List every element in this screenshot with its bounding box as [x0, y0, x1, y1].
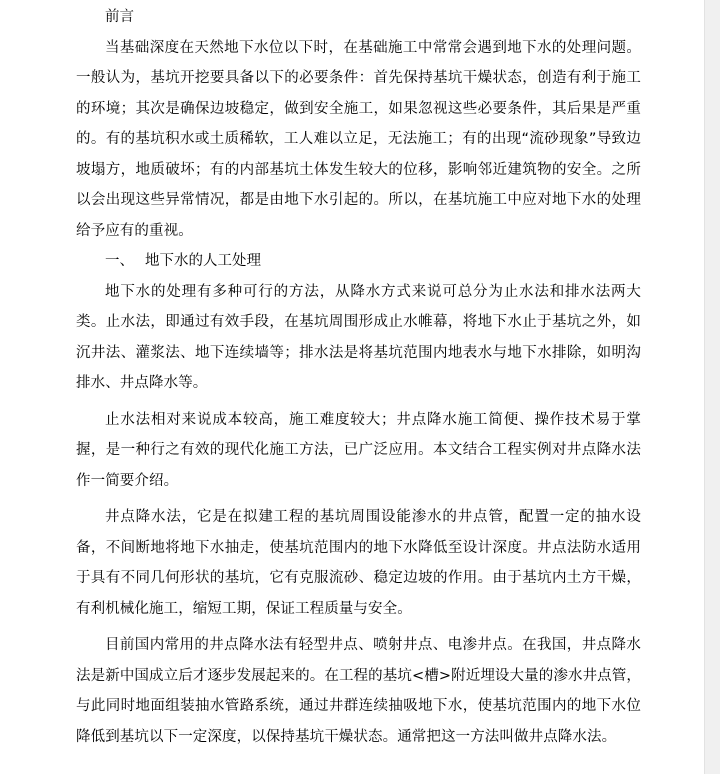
section-number: 一、 — [105, 253, 134, 269]
document-title: 前言 — [105, 9, 134, 25]
paragraph-methods: 地下水的处理有多种可行的方法，从降水方式来说可总分为止水法和排水法两大类。止水法，即通过有效手段，在基坑周围形成止水帷幕，将地下水止于基坑之外，如沉井法、灌浆法、地下连续墙等；排水法是将基坑范围内地表水与地下水排除，如明沟排水、井点降水等。 — [76, 283, 641, 391]
scrollbar[interactable] — [704, 0, 720, 774]
section-heading — [76, 246, 641, 277]
paragraph-well-point: 井点降水法，它是在拟建工程的基坑周围设能渗水的井点管，配置一定的抽水设备，不间断地将地下水抽走，使基坑范围内的地下水降低至设计深度。井点法防水适用于具有不同几何形状的基坑，它有克服流砂、稳定边坡的作用。由于基坑内土方干燥，有利机械化施工，缩短工期，保证工程质量与安全。 — [76, 509, 641, 617]
paragraph-comparison: 止水法相对来说成本较高，施工难度较大；井点降水施工简便、操作技术易于掌握，是一种行之有效的现代化施工方法，已广泛应用。本文结合工程实例对井点降水法作一简要介绍。 — [76, 411, 641, 489]
document-body — [76, 2, 641, 752]
section-heading-text: 地下水的人工处理 — [145, 253, 261, 269]
intro-paragraph: 当基础深度在天然地下水位以下时，在基础施工中常常会遇到地下水的处理问题。一般认为，基坑开挖要具备以下的必要条件：首先保持基坑干燥状态，创造有利于施工的环境；其次是确保边坡稳定，做到安全施工，如果忽视这些必要条件，其后果是严重的。有的基坑积水或土质稀软，工人难以立足，无法施工；有的出现“流砂现象”导致边坡塌方，地质破坏；有的内部基坑土体发生较大的位移，影响邻近建筑物的安全。之所以会出现这些异常情况，都是由地下水引起的。所以，在基坑施工中应对地下水的处理给予应有的重视。 — [76, 39, 641, 239]
paragraph-domestic-methods: 目前国内常用的井点降水法有轻型井点、喷射井点、电渗井点。在我国，井点降水法是新中国成立后才逐步发展起来的。在工程的基坑<槽>附近埋设大量的渗水井点管，与此同时地面组装抽水管路系统，通过井群连续抽吸地下水，使基坑范围内的地下水位降低到基坑以下一定深度，以保持基坑干燥状态。通常把这一方法叫做井点降水法。 — [76, 637, 641, 745]
